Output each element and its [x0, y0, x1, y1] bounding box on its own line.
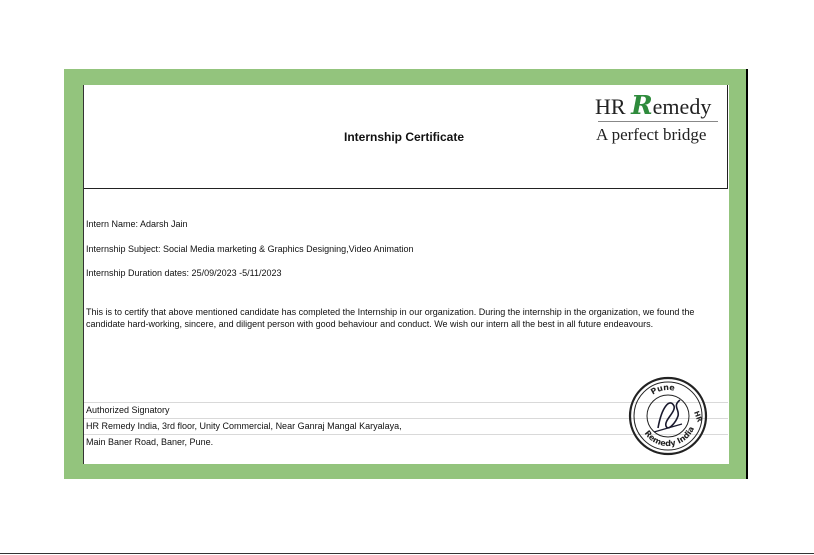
logo-initial: R [631, 91, 653, 121]
logo-divider [598, 121, 718, 122]
internship-duration: Internship Duration dates: 25/09/2023 -5/11/2023 [86, 268, 282, 278]
logo-tagline: A perfect bridge [596, 125, 707, 144]
certificate-title: Internship Certificate [344, 130, 465, 144]
intern-name: Intern Name: Adarsh Jain [86, 219, 188, 229]
seal-top-text: Pune [649, 382, 676, 397]
company-seal [628, 376, 708, 456]
certificate-body: This is to certify that above mentioned candidate has completed the Internship in our organization. During the internship in the organization, we found the candidate hard-working, sincere, and diligent person with good behaviour and conduct. We wish our intern all the best in all future endeavours. [86, 307, 695, 329]
seal-signature-scribble [658, 400, 680, 428]
address-line-1: HR Remedy India, 3rd floor, Unity Commercial, Near Ganraj Mangal Karyalaya, [86, 421, 402, 431]
page-bottom-rule [0, 553, 814, 554]
border-edge-line [746, 69, 748, 479]
address-line-2: Main Baner Road, Baner, Pune. [86, 437, 214, 447]
company-logo [592, 88, 722, 150]
seal-bottom-text: Remedy India [642, 424, 697, 449]
signatory-label: Authorized Signatory [86, 405, 170, 415]
internship-subject: Internship Subject: Social Media marketing & Graphics Designing,Video Animation [86, 244, 414, 254]
logo-brand-name: HR Remedy [595, 91, 712, 121]
seal-side-text: HR [692, 409, 704, 424]
